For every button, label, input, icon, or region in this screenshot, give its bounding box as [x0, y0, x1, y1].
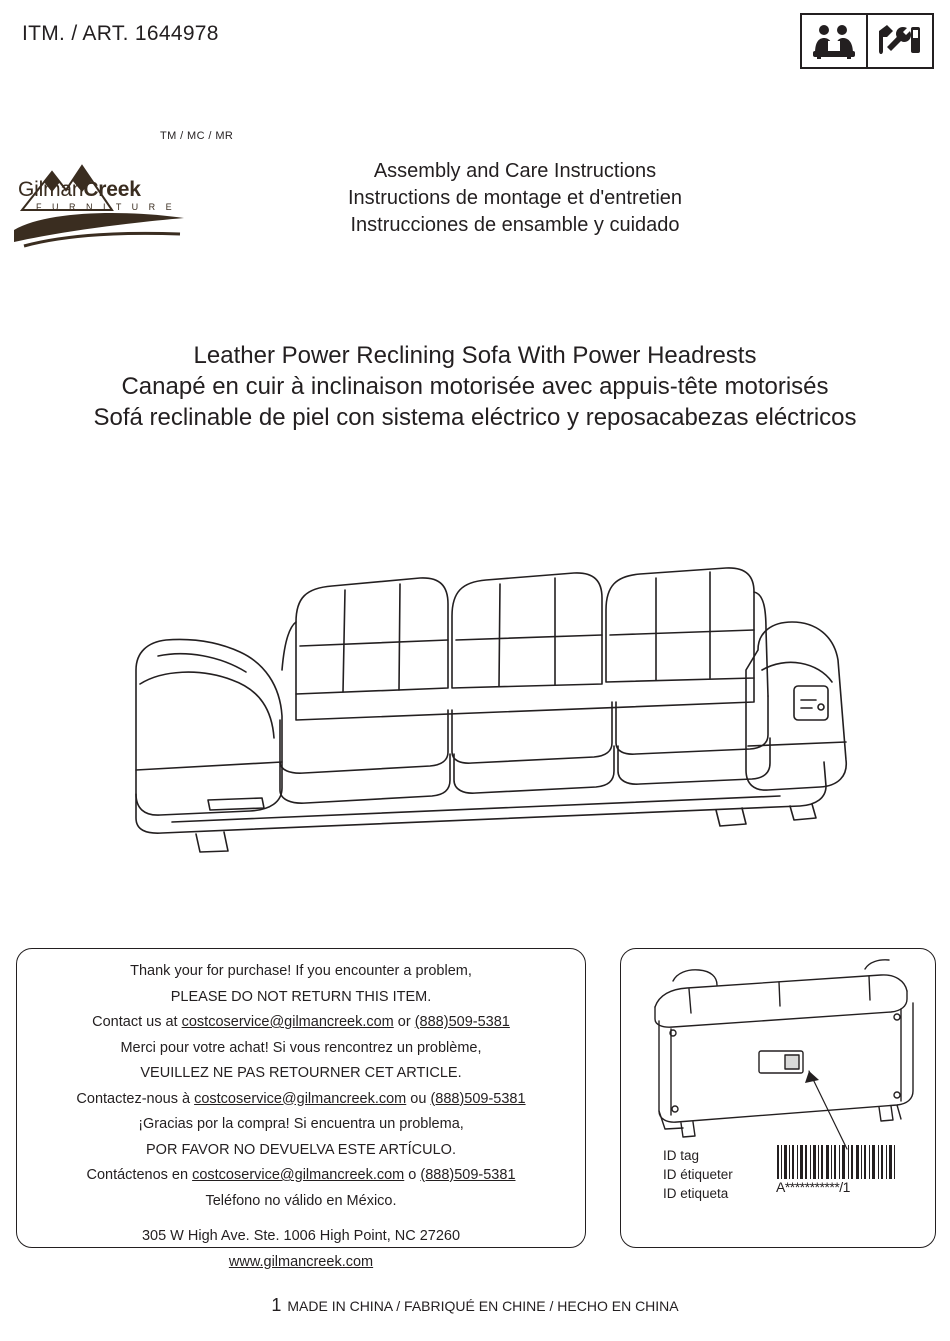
company-website-link[interactable]: www.gilmancreek.com — [228, 1253, 374, 1270]
contact-phone-es[interactable]: (888)509-5381 — [420, 1167, 516, 1183]
header-icon-box — [800, 13, 934, 69]
contact-es-prefix: Contáctenos en — [86, 1167, 193, 1183]
contact-fr-conj: ou — [406, 1090, 431, 1107]
contact-es-line2: POR FAVOR NO DEVUELVA ESTE ARTÍCULO. — [146, 1141, 456, 1158]
contact-en-prefix: Contact us at — [92, 1014, 182, 1030]
document-title — [0, 158, 950, 239]
id-tag-labels — [663, 1146, 733, 1203]
product-name-spanish: Sofá reclinable de piel con sistema eléctrico y reposacabezas eléctricos — [93, 404, 857, 431]
contact-es-line4: Teléfono no válido en México. — [205, 1192, 397, 1209]
contact-phone-fr[interactable]: (888)509-5381 — [430, 1090, 526, 1107]
title-spanish: Instrucciones de ensamble y cuidado — [350, 214, 680, 236]
contact-es-line3 — [17, 1163, 585, 1189]
two-person-assembly-icon — [802, 15, 866, 67]
item-number: ITM. / ART. 1644978 — [22, 22, 219, 45]
sofa-back-id-tag-location-illustration — [629, 959, 929, 1159]
contact-es-line1: ¡Gracias por la compra! Si encuentra un problema, — [138, 1116, 464, 1132]
contact-fr-prefix: Contactez-nous à — [76, 1090, 195, 1107]
brand-subtitle: F U R N I T U R E — [36, 202, 176, 212]
barcode-image — [776, 1145, 896, 1179]
barcode-number: A***********/1 — [776, 1179, 850, 1195]
contact-en-line1: Thank your for purchase! If you encounter a problem, — [130, 963, 472, 979]
company-address: 305 W High Ave. Ste. 1006 High Point, NC 27260 — [141, 1228, 461, 1244]
product-name — [0, 340, 950, 433]
contact-en-line3 — [17, 1010, 585, 1036]
title-english: Assembly and Care Instructions — [373, 160, 657, 182]
tools-required-icon — [866, 15, 932, 67]
contact-fr-line1: Merci pour votre achat! Si vous rencontrez un problème, — [120, 1039, 482, 1056]
product-name-french: Canapé en cuir à inclinaison motorisée avec appuis-tête motorisés — [121, 373, 829, 400]
brand-name-part1: Gilman — [18, 178, 84, 201]
product-name-english: Leather Power Reclining Sofa With Power Headrests — [193, 342, 757, 369]
contact-information-box — [16, 948, 586, 1270]
contact-es-conj: o — [404, 1167, 421, 1183]
id-tag-location-box — [620, 948, 936, 1248]
title-french: Instructions de montage et d'entretien — [347, 187, 683, 209]
contact-en-line2: PLEASE DO NOT RETURN THIS ITEM. — [170, 988, 432, 1005]
contact-fr-line3 — [17, 1087, 585, 1113]
brand-name-part2: Creek — [83, 178, 141, 201]
contact-fr-line2: VEUILLEZ NE PAS RETOURNER CET ARTICLE. — [140, 1065, 462, 1081]
contact-email-en[interactable]: costcoservice@gilmancreek.com — [181, 1014, 394, 1030]
made-in-text: MADE IN CHINA / FABRIQUÉ EN CHINE / HECHO EN CHINA — [287, 1298, 679, 1314]
contact-en-conj: or — [393, 1014, 415, 1030]
id-tag-label-fr: ID étiqueter — [663, 1167, 733, 1182]
page-number: 1 — [271, 1295, 282, 1315]
id-tag-label-en: ID tag — [663, 1148, 700, 1163]
power-reclining-sofa-illustration — [100, 470, 860, 890]
contact-spacer — [17, 1214, 585, 1224]
trademark-mark: TM / MC / MR — [160, 130, 234, 142]
contact-phone-en[interactable]: (888)509-5381 — [414, 1014, 510, 1030]
contact-email-es[interactable]: costcoservice@gilmancreek.com — [192, 1167, 405, 1183]
page-footer — [0, 1295, 950, 1316]
contact-email-fr[interactable]: costcoservice@gilmancreek.com — [194, 1090, 407, 1107]
id-tag-label-es: ID etiqueta — [663, 1186, 729, 1201]
